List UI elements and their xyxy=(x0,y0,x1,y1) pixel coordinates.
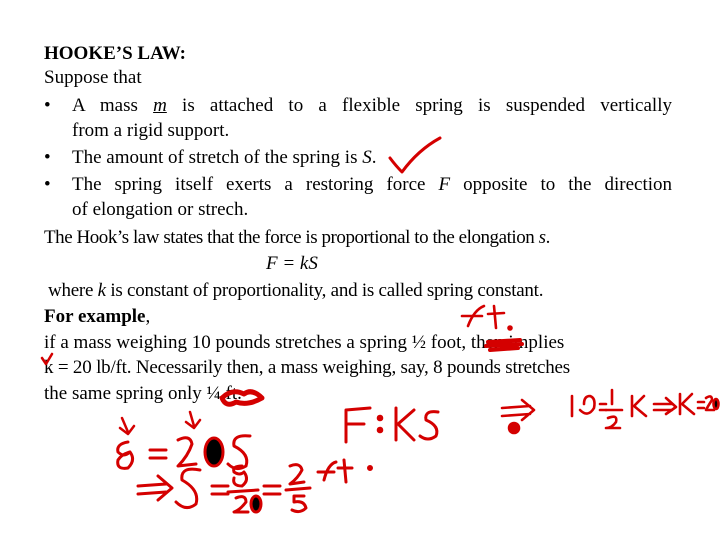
handwritten-equation-f-ks xyxy=(346,408,438,442)
down-arrow-icon xyxy=(186,412,200,428)
where-text-post: is constant of proportionality, and is called spring constant. xyxy=(105,280,544,301)
checkmark-icon xyxy=(390,138,440,172)
variable-m: m xyxy=(153,95,167,116)
bullet-2-text-pre: The amount of stretch of the spring is xyxy=(72,147,363,168)
formula: F = kS xyxy=(266,253,318,274)
bullet-marker: • xyxy=(44,147,51,168)
bullet-1-text-post: is attached to a flexible spring is suspended vertically xyxy=(166,95,672,116)
intro-text: Suppose that xyxy=(44,67,142,88)
law-statement xyxy=(44,226,550,250)
slide-title: HOOKE’S LAW: xyxy=(44,43,186,64)
handwritten-equation-spring-constant xyxy=(502,390,719,433)
handwritten-equation-s-result xyxy=(138,460,372,512)
bullet-1-text-pre: A mass xyxy=(72,95,154,116)
variable-s: S xyxy=(362,147,372,168)
example-label: For example xyxy=(44,306,146,327)
variable-f: F xyxy=(438,174,451,195)
handwritten-equation-8-20s xyxy=(118,436,250,469)
variable-k: k xyxy=(97,280,106,301)
bullet-1-line-1 xyxy=(72,94,672,118)
law-text-pre: The Hook’s law states that the force is proportional to the elongation xyxy=(44,227,539,248)
example-line-2: k = 20 lb/ft. Necessarily then, a mass weighing, say, 8 pounds stretches xyxy=(44,357,570,378)
bullet-3-text-pre: The spring itself exerts a restoring force xyxy=(72,174,439,195)
law-text-post: . xyxy=(545,227,550,248)
variable-s-lower: s xyxy=(538,227,546,248)
example-heading xyxy=(44,305,150,329)
bullet-1-line-2: from a rigid support. xyxy=(72,120,230,141)
down-arrow-icon xyxy=(120,418,134,434)
example-line-3: the same spring only ¼ ft. xyxy=(44,383,242,404)
bullet-marker: • xyxy=(44,95,51,116)
example-comma: , xyxy=(145,306,151,327)
where-text-pre: where xyxy=(48,280,98,301)
bullet-marker: • xyxy=(44,174,51,195)
example-line-1: if a mass weighing 10 pounds stretches a spring ½ foot, then implies xyxy=(44,332,565,353)
bullet-2-line-1 xyxy=(72,146,376,170)
bullet-3-line-1 xyxy=(72,173,672,197)
bullet-3-text-post: opposite to the direction xyxy=(450,174,673,195)
handwritten-ft-unit xyxy=(462,306,512,330)
bullet-3-line-2: of elongation or strech. xyxy=(72,199,249,220)
bullet-2-text-post: . xyxy=(371,147,377,168)
where-clause xyxy=(48,279,543,303)
